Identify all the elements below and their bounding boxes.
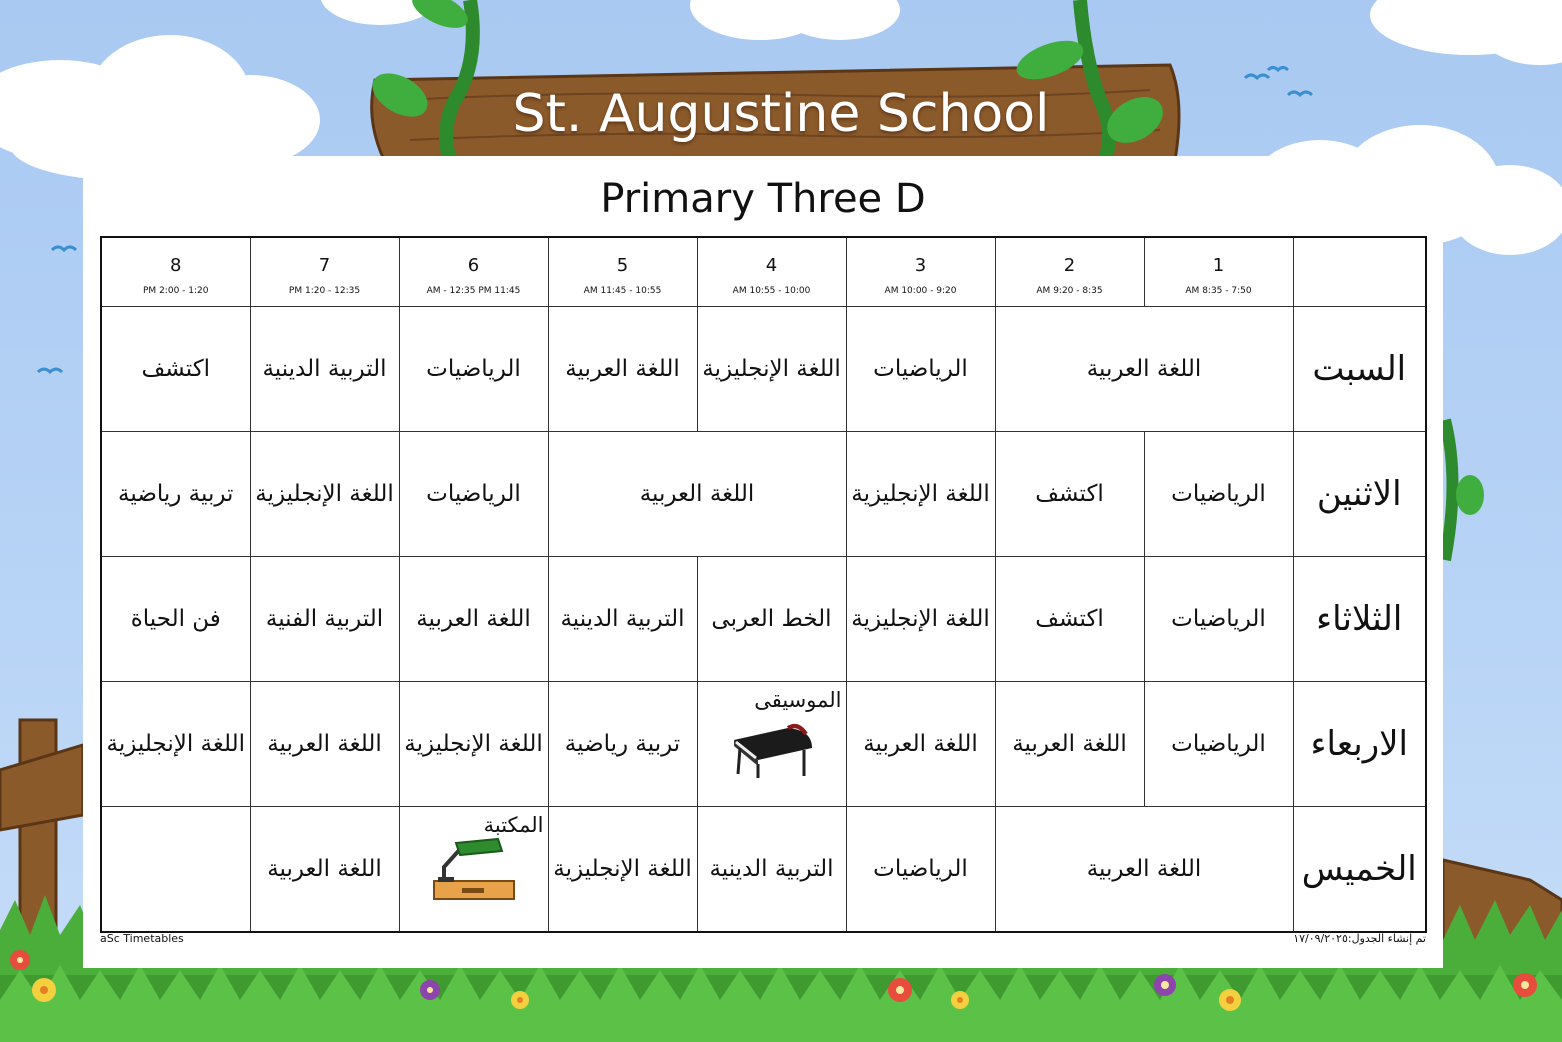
period-header-7 [250, 237, 399, 307]
lesson-label: المكتبة [483, 813, 544, 837]
lesson-cell: الرياضيات [399, 307, 548, 432]
corner-cell [1293, 237, 1426, 307]
cloud-top-right [1370, 0, 1562, 65]
period-time: 1:20 - 2:00 PM [143, 285, 209, 296]
period-number: 8 [170, 254, 182, 276]
lesson-cell: الرياضيات [399, 432, 548, 557]
period-number: 1 [1212, 254, 1225, 276]
lesson-label: الموسيقى [754, 688, 842, 712]
lesson-cell: الرياضيات [846, 307, 995, 432]
period-header-6 [399, 237, 548, 307]
footer-created-date: تم إنشاء الجدول:١٧/٠٩/٢٠٢٥ [1293, 932, 1426, 945]
day-name: الاثنين [1293, 432, 1426, 557]
period-header-2 [995, 237, 1144, 307]
lesson-cell: اللغة الإنجليزية [697, 307, 846, 432]
period-number: 6 [467, 254, 480, 276]
lesson-cell: اللغة الإنجليزية [101, 682, 250, 807]
lesson-cell-music [697, 682, 846, 807]
lesson-cell: تربية رياضية [101, 432, 250, 557]
school-name: St. Augustine School [512, 84, 1050, 144]
period-header-5 [548, 237, 697, 307]
day-row-saturday [101, 307, 1426, 432]
lesson-cell: اللغة العربية [399, 557, 548, 682]
lesson-cell: الخط العربى [697, 557, 846, 682]
period-number: 4 [765, 254, 778, 276]
desk-lamp-icon [432, 837, 516, 903]
lesson-cell: اللغة العربية [995, 682, 1144, 807]
lesson-cell: اللغة العربية [250, 807, 399, 933]
period-header-3 [846, 237, 995, 307]
period-header-8 [101, 237, 250, 307]
lesson-cell: فن الحياة [101, 557, 250, 682]
day-name: الخميس [1293, 807, 1426, 933]
period-time: 7:50 - 8:35 AM [1185, 285, 1252, 296]
lesson-cell: الرياضيات [1144, 557, 1293, 682]
lesson-cell: الرياضيات [1144, 682, 1293, 807]
period-time: 10:00 - 10:55 AM [732, 285, 811, 296]
lesson-cell-library [399, 807, 548, 933]
day-name: الثلاثاء [1293, 557, 1426, 682]
lesson-cell: التربية الدينية [250, 307, 399, 432]
lesson-cell: التربية الدينية [697, 807, 846, 933]
lesson-cell: تربية رياضية [548, 682, 697, 807]
lesson-cell: اكتشف [995, 432, 1144, 557]
lesson-cell: اللغة العربية [995, 807, 1293, 933]
lesson-cell: التربية الدينية [548, 557, 697, 682]
period-header-1 [1144, 237, 1293, 307]
period-number: 2 [1063, 254, 1076, 276]
lesson-cell: اكتشف [101, 307, 250, 432]
period-time: 12:35 - 1:20 PM [288, 285, 361, 296]
period-header-4 [697, 237, 846, 307]
period-number: 5 [616, 254, 629, 276]
day-name: السبت [1293, 307, 1426, 432]
lesson-cell: الرياضيات [846, 807, 995, 933]
day-row-wednesday [101, 682, 1426, 807]
lesson-cell: اللغة الإنجليزية [399, 682, 548, 807]
class-title: Primary Three D [600, 176, 926, 222]
period-time: 9:20 - 10:00 AM [884, 285, 957, 296]
timetable [100, 236, 1427, 933]
lesson-cell: اللغة الإنجليزية [846, 432, 995, 557]
lesson-cell: اللغة الإنجليزية [846, 557, 995, 682]
lesson-cell: اللغة الإنجليزية [548, 807, 697, 933]
period-number: 3 [914, 254, 927, 276]
lesson-cell: التربية الفنية [250, 557, 399, 682]
day-row-monday [101, 432, 1426, 557]
lesson-cell: اللغة العربية [995, 307, 1293, 432]
day-name: الاربعاء [1293, 682, 1426, 807]
lesson-cell: اللغة العربية [548, 432, 846, 557]
period-number: 7 [318, 254, 331, 276]
lesson-cell-empty [101, 807, 250, 933]
lesson-cell: الرياضيات [1144, 432, 1293, 557]
day-row-tuesday [101, 557, 1426, 682]
lesson-cell: اللغة العربية [846, 682, 995, 807]
lesson-cell: اكتشف [995, 557, 1144, 682]
period-time: 8:35 - 9:20 AM [1036, 285, 1103, 296]
cloud-top-center [690, 0, 900, 40]
lesson-cell: اللغة الإنجليزية [250, 432, 399, 557]
header-row [101, 237, 1426, 307]
lesson-cell: اللغة العربية [548, 307, 697, 432]
period-time: 10:55 - 11:45 AM [583, 285, 662, 296]
footer-credit: aSc Timetables [100, 932, 184, 945]
period-time: 11:45 AM - 12:35 PM [426, 285, 521, 296]
lesson-cell: اللغة العربية [250, 682, 399, 807]
piano-icon [728, 720, 816, 780]
timetable-panel [83, 156, 1443, 968]
day-row-thursday [101, 807, 1426, 933]
